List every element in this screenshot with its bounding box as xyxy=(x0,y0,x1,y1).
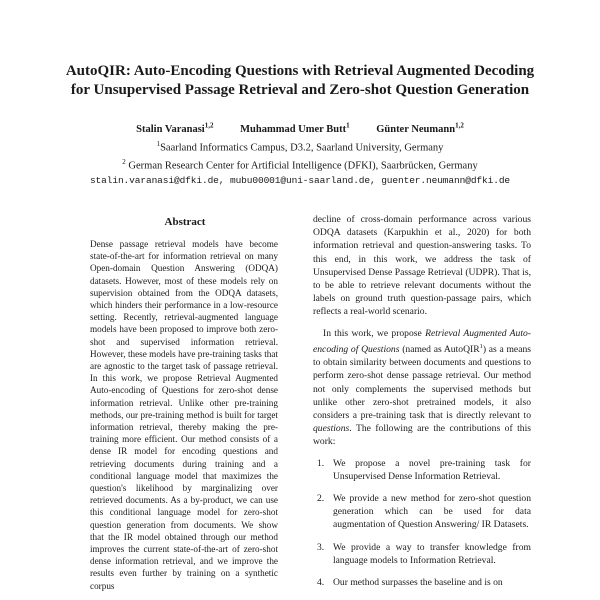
author-2: Muhammad Umer Butt$^1$ xyxy=(240,121,350,135)
title-line-2: for Unsupervised Passage Retrieval and Zero-shot Question Generation xyxy=(70,82,530,98)
author-1: Stalin Varanasi$^{1,2}$ xyxy=(136,121,214,135)
list-item: 3. We provide a way to transfer knowledge from language models to Information Retrieval. xyxy=(317,541,531,566)
author-block xyxy=(40,118,560,188)
footnote-marker: 1 xyxy=(479,342,483,350)
author-names xyxy=(40,118,560,137)
title-line-1: AutoQIR: Auto-Encoding Questions with Retrieval Augmented Decoding xyxy=(65,63,535,79)
intro-column xyxy=(313,213,531,598)
intro-paragraph-1: decline of cross-domain performance across various ODQA datasets (Karpukhin et al., 2020) for both information retrieval and question-answering tasks. To this end, in this work, we address the task of Unsupervised Dense Passage Retrieval (UDPR). That is, to be able to retrieve relevant documents without the labels on ground truth question-passage pairs, which reflects a real-world scenario. xyxy=(313,214,531,318)
affiliation-2: $^2$ German Research Center for Artificial Intelligence (DFKI), Saarbrücken, Germany xyxy=(122,158,478,172)
list-item: 1. We propose a novel pre-training task for Unsupervised Dense Information Retrieval. xyxy=(317,457,531,482)
list-item: 4. Our method surpasses the baseline and is on xyxy=(317,577,503,589)
author-3: Günter Neumann$^{1,2}$ xyxy=(376,121,464,135)
contributions-list xyxy=(313,457,531,590)
author-emails: stalin.varanasi@dfki.de, mubu00001@uni-saarland.de, guenter.neumann@dfki.de xyxy=(89,174,511,186)
affiliation-1: $^1$Saarland Informatics Campus, D3.2, Saarland University, Germany xyxy=(156,139,444,153)
list-item: 2. We provide a new method for zero-shot question generation which can be used for data augmentation of Question Answering/ IR Datasets. xyxy=(317,493,531,531)
abstract-heading: Abstract xyxy=(164,216,206,228)
intro-paragraph-2: In this work, we propose Retrieval Augmented Auto-encoding of Questions (named as AutoQIR$^1$) as a means to obtain similarity between documents and questions to perform zero-shot dense passage retrieval. Our method not only complements the supervised methods but unlike other zero-shot pretrained models, it also considers a pre-training task that is directly relevant to questions. The following are the contributions of this work: xyxy=(313,327,531,448)
abstract-text: Dense passage retrieval models have become state-of-the-art for information retrieval on many Open-domain Question Answering (ODQA) datasets. However, most of these models rely on supervision obtained from the ODQA datasets, which hinders their performance in a low-resource setting. Recently, retrieval-augmented language models have been proposed to improve both zero-shot and supervised information retrieval. However, these models have pre-training tasks that are agnostic to the target task of passage retrieval. In this work, we propose Retrieval Augmented Auto-encoding of Questions for zero-shot dense information retrieval. Unlike other pre-training methods, our pre-training method is built for target information retrieval, thereby making the pre-training more efficient. Our method consists of a dense IR model for encoding questions and retrieving documents during training and a conditional language model that maximizes the question's likelihood by marginalizing over retrieved documents. As a by-product, we can use this conditional language model for zero-shot question generation from documents. We show that the IR model obtained through our method improves the current state-of-the-art of zero-shot dense information retrieval, and we improve the results even further by training on a synthetic corpus xyxy=(90,239,278,591)
paper-title xyxy=(40,62,560,100)
